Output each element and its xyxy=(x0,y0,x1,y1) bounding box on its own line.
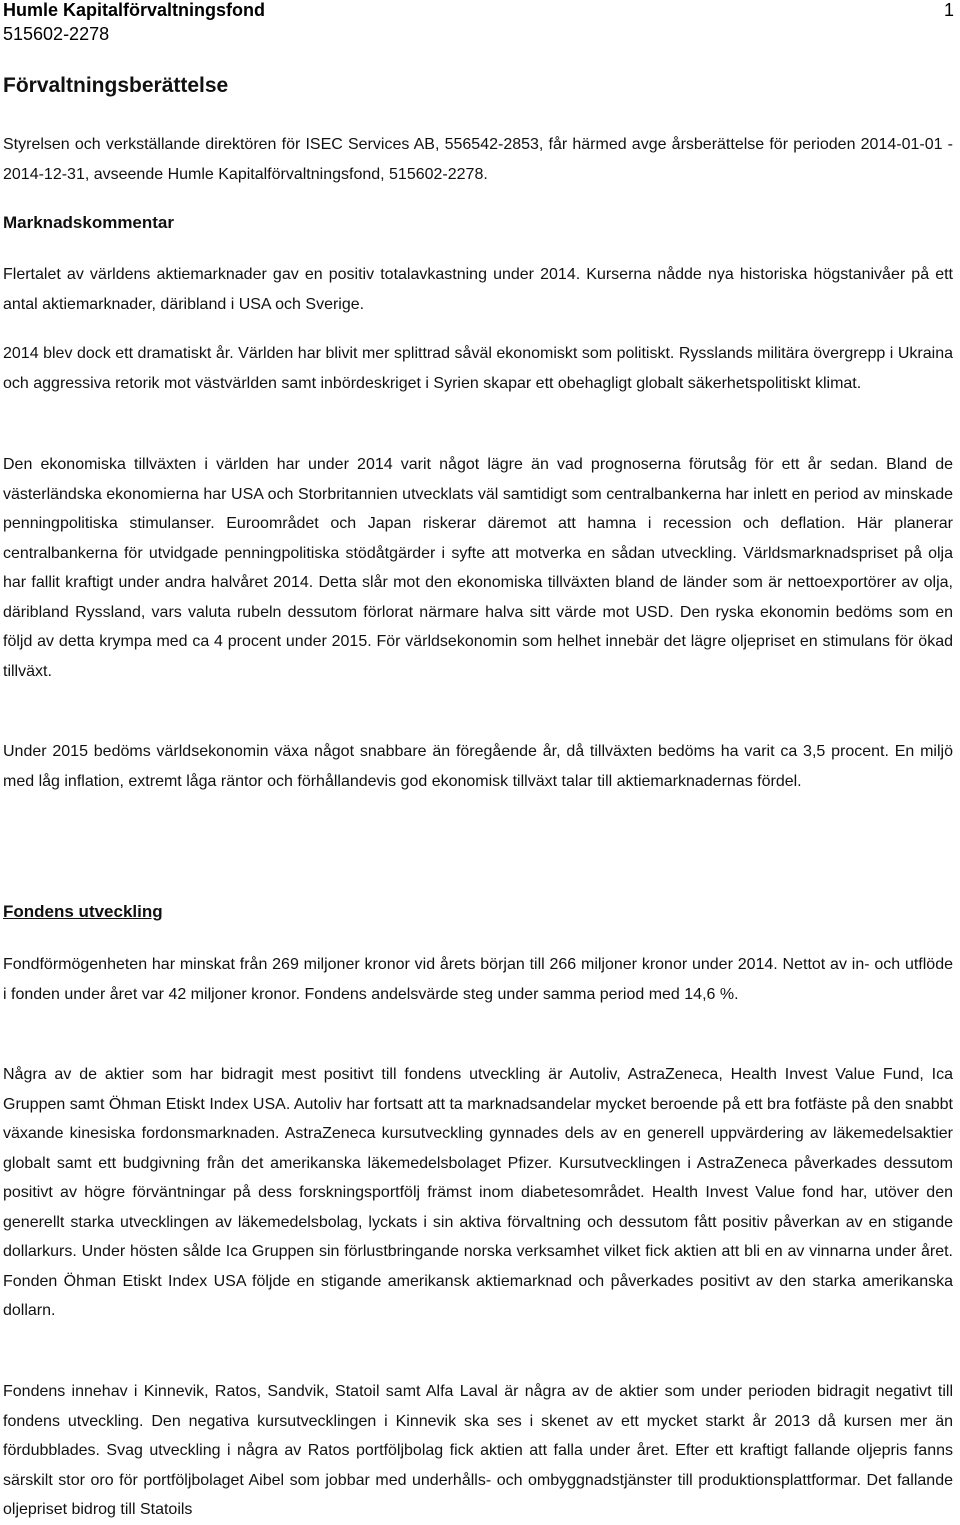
org-number: 515602-2278 xyxy=(3,24,110,44)
market-paragraph-4: Under 2015 bedöms världsekonomin växa något snabbare än föregående år, då tillväxten bedöms ha varit ca 3,5 procent. En miljö med låg inflation, extremt låga räntor och förhållandevis god ekonomisk tillväxt talar till aktiemarknadernas fördel. xyxy=(3,743,953,790)
intro-paragraph: Styrelsen och verkställande direktören för ISEC Services AB, 556542-2853, får härmed avge årsberättelse för perioden 2014-01-01 - 2014-12-31, avseende Humle Kapitalförvaltningsfond, 515602-2278. xyxy=(3,136,953,183)
section-heading-fund: Fondens utveckling xyxy=(3,902,163,921)
fund-name: Humle Kapitalförvaltningsfond xyxy=(3,0,266,20)
page-title: Förvaltningsberättelse xyxy=(3,74,229,97)
fund-paragraph-1: Fondförmögenheten har minskat från 269 miljoner kronor vid årets början till 266 miljoner kronor under 2014. Nettot av in- och utflöde i fonden under året var 42 miljoner kronor. Fondens andelsvärde steg under samma period med 14,6 %. xyxy=(3,956,953,1003)
page-number: 1 xyxy=(943,0,954,20)
market-paragraph-3: Den ekonomiska tillväxten i världen har under 2014 varit något lägre än vad prognoserna förutsåg för ett år sedan. Bland de västerländska ekonomierna har USA och Storbritannien utvecklats väl samtidigt som centralbankerna har inlett en period av minskade penningpolitiska stimulanser. Euroområdet och Japan riskerar däremot att hamna i recession och deflation. Här planerar centralbankerna för utvidgade penningpolitiska stödåtgärder i syfte att motverka en sådan utveckling. Världsmarknadspriset på olja har fallit kraftigt under andra halvåret 2014. Detta slår mot den ekonomiska tillväxten bland de länder som är nettoexportörer av olja, däribland Ryssland, vars valuta rubeln dessutom förlorat närmare halva sitt värde mot USD. Den ryska ekonomin bedöms som en följd av detta krympa med ca 4 procent under 2015. För världsekonomin som helhet innebär det lägre oljepriset en stimulans för ökad tillväxt. xyxy=(3,456,953,680)
market-paragraph-1: Flertalet av världens aktiemarknader gav en positiv totalavkastning under 2014. Kurserna nådde nya historiska högstanivåer på ett antal aktiemarknader, däribland i USA och Sverige. xyxy=(3,266,953,313)
section-heading-market: Marknadskommentar xyxy=(3,213,175,232)
market-paragraph-2: 2014 blev dock ett dramatiskt år. Världen har blivit mer splittrad såväl ekonomiskt som politiskt. Rysslands militära övergrepp i Ukraina och aggressiva retorik mot västvärlden samt inbördeskriget i Syrien skapar ett obehagligt globalt säkerhetspolitiskt klimat. xyxy=(3,345,953,392)
fund-paragraph-2: Några av de aktier som har bidragit mest positivt till fondens utveckling är Autoliv, AstraZeneca, Health Invest Value Fund, Ica Gruppen samt Öhman Etiskt Index USA. Autoliv har fortsatt att ta marknadsandelar mycket beroende på ett bra fotfäste på den snabbt växande kinesiska fordonsmarknaden. AstraZeneca kursutveckling gynnades dels av en generell uppvärdering av läkemedelsaktier globalt samt ett budgivning från det amerikanska läkemedelsbolaget Pfizer. Kursutvecklingen i AstraZeneca påverkades dessutom positivt av högre förväntningar på dess forskningsportfölj främst inom diabetesområdet. Health Invest Value fond har, utöver den generellt starka utvecklingen av läkemedelsbolag, lyckats i sin aktiva förvaltning och dessutom fått positiv påverkan av en stigande dollarkurs. Under hösten sålde Ica Gruppen sin förlustbringande norska verksamhet vilket fick aktien att bli en av vinnarna under året. Fonden Öhman Etiskt Index USA följde en stigande amerikansk aktiemarknad och påverkades positivt av den starka amerikanska dollarn. xyxy=(3,1066,953,1319)
fund-paragraph-3: Fondens innehav i Kinnevik, Ratos, Sandvik, Statoil samt Alfa Laval är några av de aktier som under perioden bidragit negativt till fondens utveckling. Den negativa kursutvecklingen i Kinnevik ska ses i skenet av ett mycket starkt år 2013 då kursen mer än fördubblades. Svag utveckling i några av Ratos portföljbolag fick aktien att falla under året. Efter ett kraftigt fallande oljepris fanns särskilt stor oro för portföljbolaget Aibel som jobbar med underhålls- och ombyggnadstjänster till produktionsplattformar. Det fallande oljepriset bidrog till Statoils xyxy=(3,1383,953,1518)
